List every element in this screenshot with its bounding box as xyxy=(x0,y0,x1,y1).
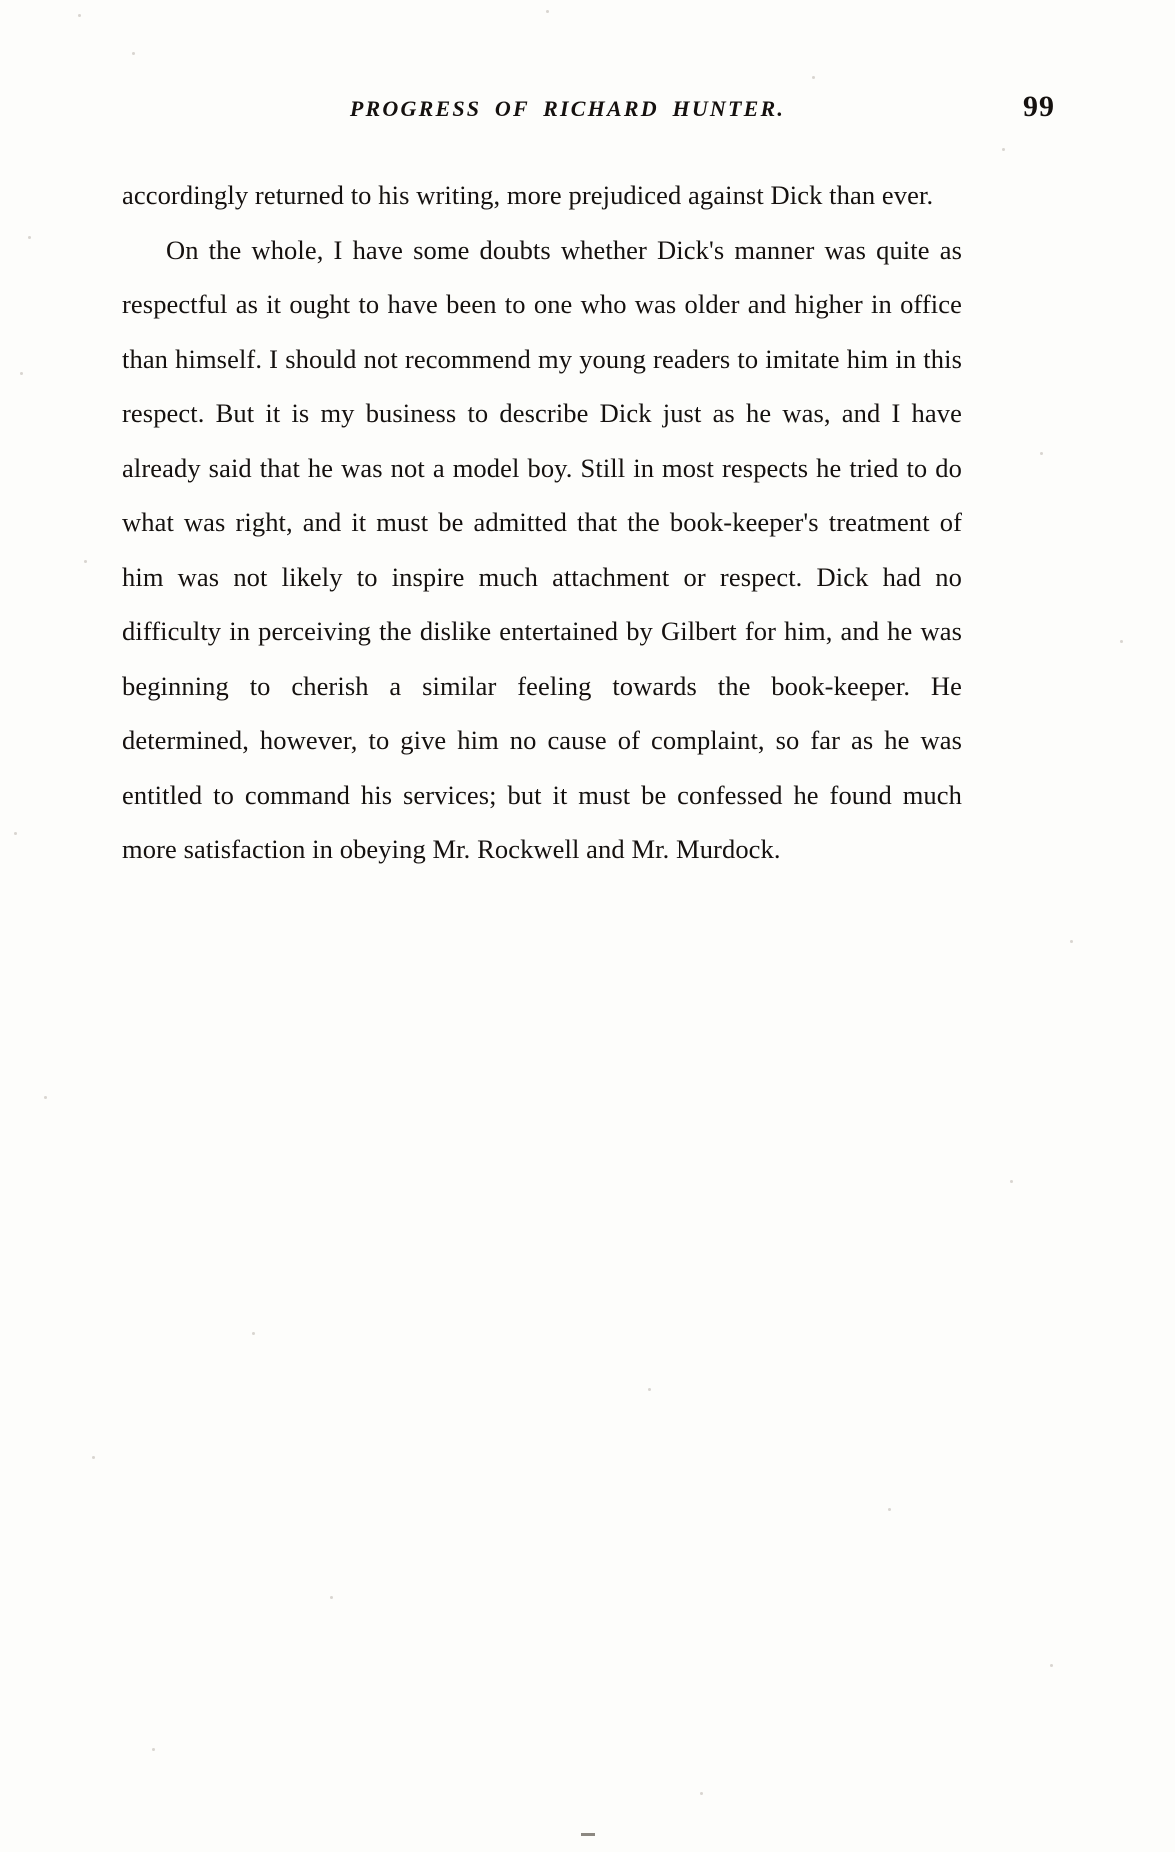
paper-speckle xyxy=(1050,1664,1053,1667)
paper-speckle xyxy=(78,14,81,17)
paper-speckle xyxy=(252,1332,255,1335)
paper-speckle xyxy=(1040,452,1043,455)
paper-speckle xyxy=(546,10,549,13)
paper-speckle xyxy=(1010,1180,1013,1183)
paper-speckle xyxy=(1002,148,1005,151)
paper-speckle xyxy=(92,1456,95,1459)
paper-speckle xyxy=(888,1508,891,1511)
page-header xyxy=(0,90,1175,132)
paper-speckle xyxy=(44,1096,47,1099)
paper-speckle xyxy=(330,1596,333,1599)
paper-speckle xyxy=(1120,640,1123,643)
page-number: 99 xyxy=(1023,90,1055,123)
page-body xyxy=(122,168,962,877)
paper-speckle xyxy=(700,1792,703,1795)
paper-speckle xyxy=(20,372,23,375)
paper-speckle xyxy=(14,832,17,835)
paragraph: accordingly returned to his writing, more prejudiced against Dick than ever. xyxy=(122,180,934,210)
paper-speckle xyxy=(28,236,31,239)
paper-speckle xyxy=(812,76,815,79)
paper-speckle xyxy=(152,1748,155,1751)
page-bottom-mark xyxy=(581,1833,595,1836)
paper-speckle xyxy=(84,560,87,563)
running-head: PROGRESS OF RICHARD HUNTER. xyxy=(349,96,786,121)
paper-speckle xyxy=(1070,940,1073,943)
paper-speckle xyxy=(648,1388,651,1391)
paragraph: On the whole, I have some doubts whether Dick's manner was quite as respectful as it ought to have been to one who was older and higher in office than himself. I should not recommend my young readers to imitate him in this respect. But it is my business to describe Dick just as he was, and I have already said that he was not a model boy. Still in most respects he tried to do what was right, and it must be admitted that the book-keeper's treatment of him was not likely to inspire much attachment or respect. Dick had no difficulty in perceiving the dislike entertained by Gilbert for him, and he was beginning to cherish a similar feeling towards the book-keeper. He determined, however, to give him no cause of complaint, so far as he was entitled to command his services; but it must be confessed he found much more satisfaction in obeying Mr. Rockwell and Mr. Murdock. xyxy=(122,234,962,864)
paper-speckle xyxy=(132,52,135,55)
